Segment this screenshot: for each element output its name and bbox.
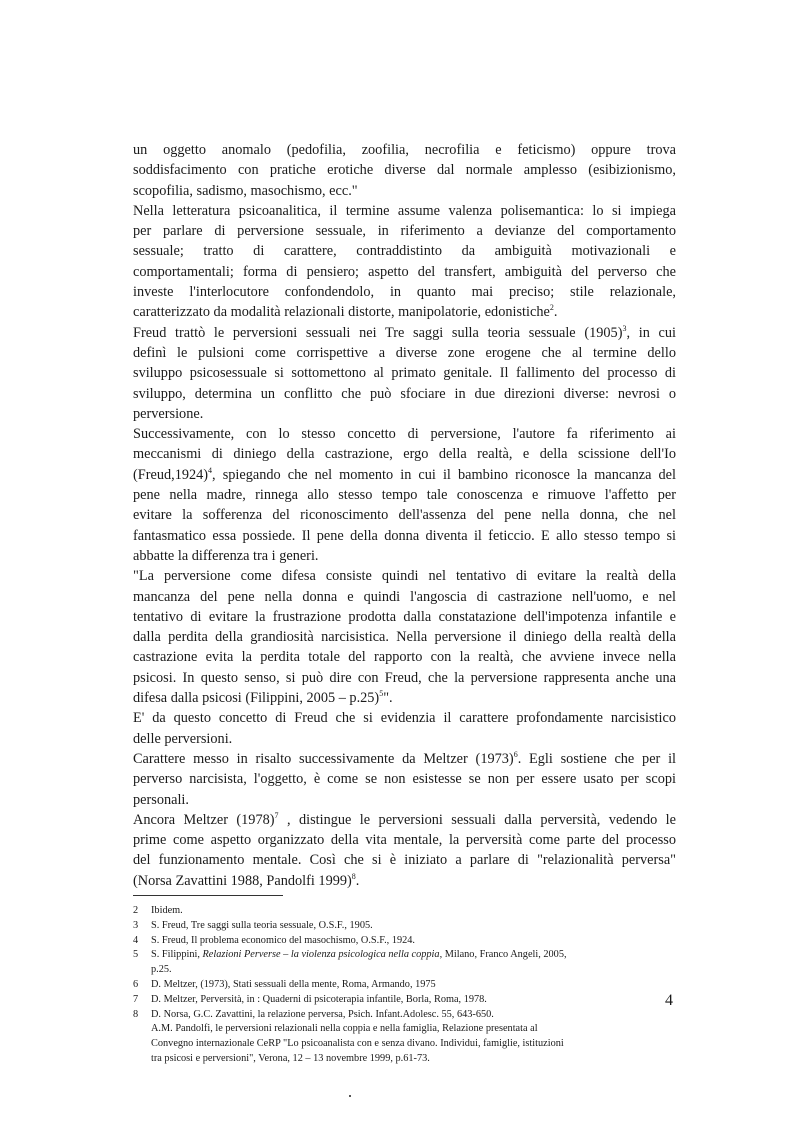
footnote-line: p.25. [151, 964, 172, 976]
text-run: Carattere messo in risalto successivamente da Meltzer (1973) [133, 750, 514, 767]
footnote-line: tra psicosi e perversioni", Verona, 12 – 13 novembre 1999, p.61-73. [151, 1052, 430, 1064]
text-line: Successivamente, con lo stesso concetto di perversione, l'autore fa riferimento ai [133, 426, 676, 443]
footnote-number: 3 [133, 919, 139, 931]
text-line: tentativo di evitare la frustrazione prodotta dalla constatazione dell'impotenza infantile e [133, 608, 676, 625]
text-run: , in cui [626, 324, 677, 341]
text-line [133, 871, 676, 891]
paragraph [133, 201, 676, 323]
footnote-line: A.M. Pandolfi, le perversioni relazionali nella coppia e nella famiglia, Relazione presentata al [151, 1023, 538, 1035]
text-line: sviluppo psicosessuale si sottomettono al primato genitale. Il fallimento del processo di [133, 365, 676, 382]
paragraph [133, 140, 676, 201]
footnote-text: D. Meltzer, (1973), Stati sessuali della mente, Roma, Armando, 1975 [151, 978, 436, 990]
text-line: un oggetto anomalo (pedofilia, zoofilia, necrofilia e feticismo) oppure trova [133, 142, 676, 158]
page-number: 4 [665, 992, 673, 1009]
footnote-text: S. Freud, Tre saggi sulla teoria sessuale, O.S.F., 1905. [151, 919, 373, 931]
text-line [133, 810, 676, 830]
text-line: scopofilia, sadismo, masochismo, ecc." [133, 182, 358, 199]
paragraph [133, 810, 676, 891]
text-run: (Freud,1924) [133, 466, 209, 483]
text-line [133, 465, 676, 485]
paragraph [133, 424, 676, 566]
footnote-text: Ibidem. [151, 904, 183, 916]
text-line: perversione. [133, 405, 204, 422]
footnote-text: D. Meltzer, Perversità, in : Quaderni di psicoterapia infantile, Borla, Roma, 1978. [151, 993, 487, 1005]
footnote-number: 8 [133, 1008, 139, 1020]
footnote-separator [133, 895, 283, 896]
text-run: . Egli sostiene che per il [517, 750, 677, 767]
text-line: perverso narcisista, l'oggetto, è come se non esistesse se non per essere usato per scopi [133, 771, 676, 788]
footnote-text: D. Norsa, G.C. Zavattini, la relazione perversa, Psich. Infant.Adolesc. 55, 643-650. [151, 1008, 494, 1020]
text-line: caratterizzato da modalità relazionali distorte, manipolatorie, edonistiche$^2$. [133, 303, 558, 321]
footnote-ref: 6 [513, 750, 518, 760]
text-line: delle perversioni. [133, 730, 233, 747]
paragraph [133, 708, 676, 749]
text-line: per parlare di perversione sessuale, in riferimento a devianze del comportamento [133, 223, 676, 240]
footnote-number: 6 [133, 978, 139, 990]
text-run: S. Filippini, [151, 949, 203, 961]
footnote-line: Convegno internazionale CeRP "Lo psicoanalista con e senza divano. Individui, famiglie, istituzioni [151, 1038, 564, 1050]
text-line: comportamentali; forma di pensiero; aspetto del transfert, ambiguità del perverso che [133, 263, 676, 280]
footnote-number: 2 [133, 904, 139, 916]
text-line: abbatte la differenza tra i generi. [133, 547, 319, 564]
text-line: personali. [133, 791, 189, 808]
text-run: , distingue le perversioni sessuali dalla perversità, vedendo le [278, 811, 676, 828]
footnote-ref: 3 [622, 323, 627, 333]
text-line: del funzionamento mentale. Così che si è iniziato a parlare di "relazionalità perversa" [133, 852, 676, 869]
footnote-continuation [133, 1022, 676, 1066]
scan-speck [349, 1095, 351, 1097]
text-line: evitare la sofferenza del riconoscimento dell'assenza del pene nella donna, che nel [133, 507, 676, 524]
footnote [133, 948, 676, 978]
text-line: investe l'interlocutore confondendolo, in quanto mai preciso; stile relazionale, [133, 284, 676, 301]
paragraph [133, 749, 676, 810]
footnote-number: 5 [133, 949, 139, 961]
text-line [133, 688, 676, 708]
footnote [133, 934, 676, 949]
text-run: Ancora Meltzer (1978) [133, 811, 275, 828]
book-title: Relazioni Perverse – la violenza psicologica nella coppia, [202, 949, 443, 961]
text-line: meccanismi di diniego della castrazione, ergo della realtà, e della scissione dell'Io [133, 446, 676, 463]
footnote-line [151, 948, 676, 963]
footnote [133, 978, 676, 993]
text-line: Nella letteratura psicoanalitica, il termine assume valenza polisemantica: lo si impiega [133, 202, 676, 219]
footnote-ref: 2 [549, 303, 554, 313]
text-line: dalla perdita della grandiosità narcisistica. Nella perversione il diniego della realtà della [133, 629, 676, 646]
text-run: Freud trattò le perversioni sessuali nei Tre saggi sulla teoria sessuale (1905) [133, 324, 623, 341]
text-run: . [355, 872, 360, 889]
quote-paragraph [133, 566, 676, 708]
text-run: (Norsa Zavattini 1988, Pandolfi 1999) [133, 872, 352, 889]
text-line: "La perversione come difesa consiste quindi nel tentativo di evitare la realtà della [133, 568, 676, 585]
footnote-number: 7 [133, 993, 139, 1005]
footnote-ref: 5 [379, 689, 384, 699]
text-line: mancanza del pene nella donna e quindi l'angoscia di castrazione nell'uomo, e nel [133, 588, 676, 605]
paragraph [133, 323, 676, 424]
text-line [133, 749, 676, 769]
text-line: definì le pulsioni come corrispettive a diverse zone erogene che al termine dello [133, 344, 676, 361]
text-line: prime come aspetto organizzato della vita mentale, la perversità come parte del processo [133, 832, 676, 849]
text-line: soddisfacimento con pratiche erotiche diverse dal normale amplesso (esibizionismo, [133, 162, 676, 179]
text-line: E' da questo concetto di Freud che si evidenzia il carattere profondamente narcisistico [133, 710, 676, 727]
footnote [133, 1008, 676, 1023]
text-line: fantasmatico essa possiede. Il pene della donna diventa il feticcio. E allo stesso tempo si [133, 527, 676, 544]
footnote-text: S. Freud, Il problema economico del masochismo, O.S.F., 1924. [151, 934, 416, 946]
footnote [133, 919, 676, 934]
footnote-ref: 8 [351, 871, 356, 881]
text-run: caratterizzato da modalità relazionali distorte, manipolatorie, edonistiche [133, 304, 550, 321]
footnotes [133, 904, 676, 1067]
footnote [133, 993, 676, 1008]
footnote-ref: 4 [208, 465, 213, 475]
text-run: Milano, Franco Angeli, 2005, [442, 949, 567, 961]
footnote-text [151, 948, 676, 978]
text-run: ". [383, 690, 393, 707]
text-line: castrazione evita la perdita totale del rapporto con la realtà, che avviene invece nella [133, 649, 676, 666]
text-line: sviluppo, determina un conflitto che può sfociare in due direzioni diverse: nevrosi o [133, 385, 676, 402]
text-run: difesa dalla psicosi (Filippini, 2005 – p.25) [133, 690, 380, 707]
text-line: psicosi. In questo senso, si può dire con Freud, che la perversione rappresenta anche una [133, 669, 676, 686]
text-line: pene nella madre, rinnega allo stesso tempo tale conoscenza e rimuove l'affetto per [133, 487, 676, 504]
text-run: , spiegando che nel momento in cui il bambino riconosce la mancanza del [212, 466, 676, 483]
footnote-ref: 7 [274, 811, 279, 821]
text-line [133, 323, 676, 343]
document-body [133, 140, 676, 1067]
footnote [133, 904, 676, 919]
text-line: sessuale; tratto di carattere, contraddistinto da ambiguità motivazionali e [133, 243, 676, 260]
footnote-number: 4 [133, 934, 139, 946]
